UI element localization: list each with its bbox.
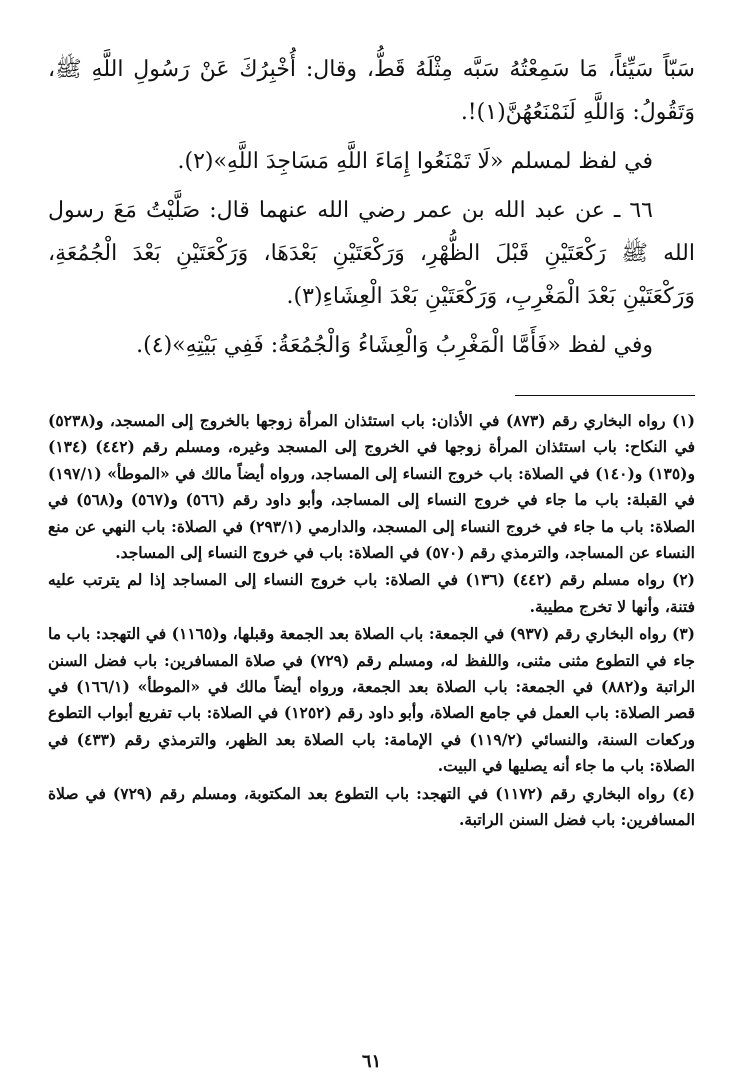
footnote-separator — [515, 395, 695, 396]
footnote-3: (٣) رواه البخاري رقم (٩٣٧) في الجمعة: باب الصلاة بعد الجمعة وقبلها، و(١١٦٥) في التهجد: باب ما جاء في التطوع مثنى مثنى، واللفظ له، ومسلم رقم (٧٢٩) في صلاة المسافرين: باب فضل السنن الراتبة و(٨٨٢) في الجمعة: باب الصلاة بعد الجمعة، ورواه أيضاً مالك في «الموطأ» (١٦٦/١) في قصر الصلاة: باب العمل في جامع الصلاة، وأبو داود رقم (١٢٥٢) في الصلاة: باب تفريع أبواب التطوع وركعات السنة، والنسائي (١١٩/٢) في الإمامة: باب الصلاة بعد الظهر، والترمذي رقم (٤٣٣) في الصلاة: باب ما جاء أنه يصليها في البيت. — [48, 624, 696, 776]
document-page — [48, 48, 695, 1034]
footnote-2: (٢) رواه مسلم رقم (٤٤٢) (١٣٦) في الصلاة: باب خروج النساء إلى المساجد إذا لم يترتب عليه فتنة، وأنها لا تخرج مطيبة. — [48, 570, 695, 616]
paragraph-alternate-wording: وفي لفظ «فَأَمَّا الْمَغْرِبُ وَالْعِشَاءُ وَالْجُمُعَةُ: فَفِي بَيْتِهِ»(٤). — [136, 333, 653, 358]
footnote-1: (١) رواه البخاري رقم (٨٧٣) في الأذان: باب استئذان المرأة زوجها بالخروج إلى المسجد، و(٥٢٣٨) في النكاح: باب استئذان المرأة زوجها في الخروج إلى المسجد وغيره، ومسلم رقم (٤٤٢) (١٣٤) و(١٣٥) و(١٤٠) في الصلاة: باب خروج النساء إلى المساجد، ورواه أيضاً مالك في «الموطأ» (١٩٧/١) في القبلة: باب ما جاء في خروج النساء إلى المساجد، وأبو داود رقم (٥٦٦) و(٥٦٧) و(٥٦٨) في الصلاة: باب ما جاء في خروج النساء إلى المسجد، والدارمي (٢٩٣/١) في الصلاة: باب النهي عن منع النساء عن المساجد، والترمذي رقم (٥٧٠) في الصلاة: باب في خروج النساء إلى المساجد. — [48, 411, 695, 563]
footnote-4: (٤) رواه البخاري رقم (١١٧٢) في التهجد: باب التطوع بعد المكتوبة، ومسلم رقم (٧٢٩) في صلاة المسافرين: باب فضل السنن الراتبة. — [48, 783, 695, 830]
main-text — [48, 48, 695, 367]
paragraph-muslim-wording: في لفظ لمسلم «لَا تَمْنَعُوا إِمَاءَ اللَّهِ مَسَاجِدَ اللَّهِ»(٢). — [177, 149, 653, 174]
footnotes — [48, 408, 695, 834]
page-number: ٦١ — [361, 1051, 382, 1072]
paragraph-hadith-end: سَبّاً سَيِّئاً، مَا سَمِعْتُهُ سَبَّه مِثْلَهُ قَطُّ، وقال: أُخْبِرُكَ عَنْ رَسُولِ اللَّهِ ﷺ، وَتَقُولُ: وَاللَّهِ لَنَمْنَعُهُنَّ(١)!. — [48, 57, 695, 125]
paragraph-hadith-66: ٦٦ ـ عن عبد الله بن عمر رضي الله عنهما قال: صَلَّيْتُ مَعَ رسول الله ﷺ رَكْعَتَيْنِ قَبْلَ الظُّهْرِ، وَرَكْعَتَيْنِ بَعْدَهَا، وَرَكْعَتَيْنِ بَعْدَ الْجُمُعَةِ، وَرَكْعَتَيْنِ بَعْدَ الْمَغْرِبِ، وَرَكْعَتَيْنِ بَعْدَ الْعِشَاءِ(٣). — [48, 198, 695, 309]
